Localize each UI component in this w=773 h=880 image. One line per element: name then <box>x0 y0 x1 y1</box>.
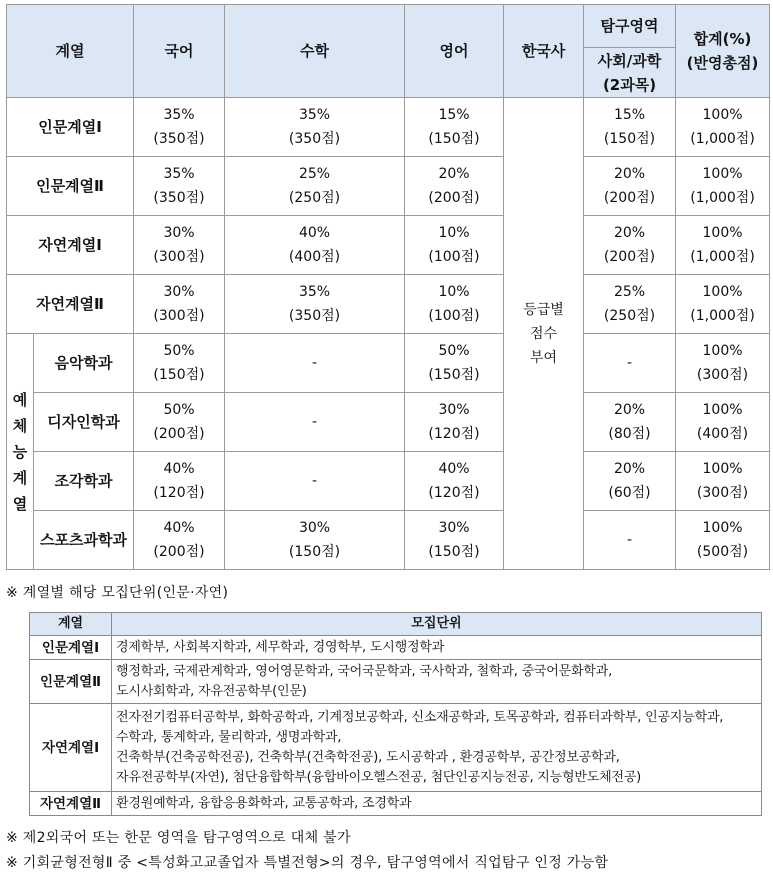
units-row-label: 자연계열Ⅱ <box>30 792 112 816</box>
row-label: 인문계열Ⅱ <box>7 157 134 216</box>
header-total: 합계(%) (반영총점) <box>676 5 770 98</box>
math-cell: 35% (350점) <box>225 98 405 157</box>
total-cell: 100% (1,000점) <box>676 216 770 275</box>
total-cell: 100% (400점) <box>676 393 770 452</box>
english-cell: 30% (120점) <box>405 393 504 452</box>
header-inquiry: 탐구영역 <box>584 5 676 48</box>
units-list: 환경원예학과, 융합응용화학과, 교통공학과, 조경학과 <box>112 792 762 816</box>
inquiry-cell: 20% (80점) <box>584 393 676 452</box>
korean-cell: 30% (300점) <box>134 275 225 334</box>
korean-cell: 40% (200점) <box>134 511 225 570</box>
math-cell: - <box>225 393 405 452</box>
korean-cell: 30% (300점) <box>134 216 225 275</box>
total-cell: 100% (300점) <box>676 452 770 511</box>
english-cell: 15% (150점) <box>405 98 504 157</box>
korean-cell: 35% (350점) <box>134 98 225 157</box>
row-label: 조각학과 <box>34 452 134 511</box>
units-list: 전자전기컴퓨터공학부, 화학공학과, 기계정보공학과, 신소재공학과, 토목공학과, 컴퓨터과학부, 인공지능학과, 수학과, 통계학과, 물리학과, 생명과학과, 건축학부(건축공학전공), 건축학부(건축학전공), 도시공학과 , 환경공학부, 공간정보공학과, 자유전공학부(자연), 첨단융합학부(융합바이오헬스전공, 첨단인공지능전공, 지능형반도체전공) <box>112 704 762 792</box>
math-cell: 30% (150점) <box>225 511 405 570</box>
table-row <box>30 636 762 660</box>
units-row-label: 자연계열Ⅰ <box>30 704 112 792</box>
header-math: 수학 <box>225 5 405 98</box>
row-label: 스포츠과학과 <box>34 511 134 570</box>
total-cell: 100% (500점) <box>676 511 770 570</box>
units-row-label: 인문계열Ⅰ <box>30 636 112 660</box>
math-cell: - <box>225 334 405 393</box>
inquiry-cell: 25% (250점) <box>584 275 676 334</box>
history-grade-cell: 등급별 점수 부여 <box>504 98 584 570</box>
table-row <box>30 792 762 816</box>
units-list: 행정학과, 국제관계학과, 영어영문학과, 국어국문학과, 국사학과, 철학과, 중국어문화학과, 도시사회학과, 자유전공학부(인문) <box>112 660 762 704</box>
header-category: 계열 <box>7 5 134 98</box>
row-label: 음악학과 <box>34 334 134 393</box>
table-row <box>30 704 762 792</box>
score-ratio-table <box>6 4 770 570</box>
units-header-category: 계열 <box>30 613 112 636</box>
table-row <box>7 511 770 570</box>
math-cell: 40% (400점) <box>225 216 405 275</box>
table-row <box>7 334 770 393</box>
inquiry-cell: 20% (60점) <box>584 452 676 511</box>
units-note: ※ 계열별 해당 모집단위(인문·자연) <box>6 585 229 601</box>
korean-cell: 40% (120점) <box>134 452 225 511</box>
header-korean: 국어 <box>134 5 225 98</box>
inquiry-cell: 15% (150점) <box>584 98 676 157</box>
inquiry-cell: - <box>584 511 676 570</box>
total-cell: 100% (1,000점) <box>676 275 770 334</box>
table-row <box>7 157 770 216</box>
table-row <box>30 660 762 704</box>
row-label: 자연계열Ⅱ <box>7 275 134 334</box>
units-row-label: 인문계열Ⅱ <box>30 660 112 704</box>
math-cell: - <box>225 452 405 511</box>
row-label: 자연계열Ⅰ <box>7 216 134 275</box>
korean-cell: 50% (150점) <box>134 334 225 393</box>
math-cell: 35% (350점) <box>225 275 405 334</box>
header-inquiry-sub: 사회/과학 (2과목) <box>584 48 676 98</box>
total-cell: 100% (300점) <box>676 334 770 393</box>
note-second-language: ※ 제2외국어 또는 한문 영역을 탐구영역으로 대체 불가 <box>6 830 351 846</box>
table-row <box>7 393 770 452</box>
english-cell: 10% (100점) <box>405 216 504 275</box>
table-row <box>7 452 770 511</box>
korean-cell: 50% (200점) <box>134 393 225 452</box>
english-cell: 50% (150점) <box>405 334 504 393</box>
recruitment-units-table <box>29 612 762 816</box>
inquiry-cell: 20% (200점) <box>584 157 676 216</box>
note-vocational: ※ 기회균형전형Ⅱ 중 <특성화고교졸업자 특별전형>의 경우, 탐구영역에서 직업탐구 인정 가능함 <box>6 855 609 871</box>
total-cell: 100% (1,000점) <box>676 98 770 157</box>
units-header-units: 모집단위 <box>112 613 762 636</box>
header-history: 한국사 <box>504 5 584 98</box>
english-cell: 40% (120점) <box>405 452 504 511</box>
table-row <box>7 98 770 157</box>
total-cell: 100% (1,000점) <box>676 157 770 216</box>
english-cell: 10% (100점) <box>405 275 504 334</box>
english-cell: 30% (150점) <box>405 511 504 570</box>
row-label: 디자인학과 <box>34 393 134 452</box>
english-cell: 20% (200점) <box>405 157 504 216</box>
row-label: 인문계열Ⅰ <box>7 98 134 157</box>
inquiry-cell: - <box>584 334 676 393</box>
table-row <box>7 275 770 334</box>
arts-group-label: 예 체 능 계 열 <box>7 334 34 570</box>
korean-cell: 35% (350점) <box>134 157 225 216</box>
math-cell: 25% (250점) <box>225 157 405 216</box>
units-list: 경제학부, 사회복지학과, 세무학과, 경영학부, 도시행정학과 <box>112 636 762 660</box>
inquiry-cell: 20% (200점) <box>584 216 676 275</box>
header-english: 영어 <box>405 5 504 98</box>
table-row <box>7 216 770 275</box>
